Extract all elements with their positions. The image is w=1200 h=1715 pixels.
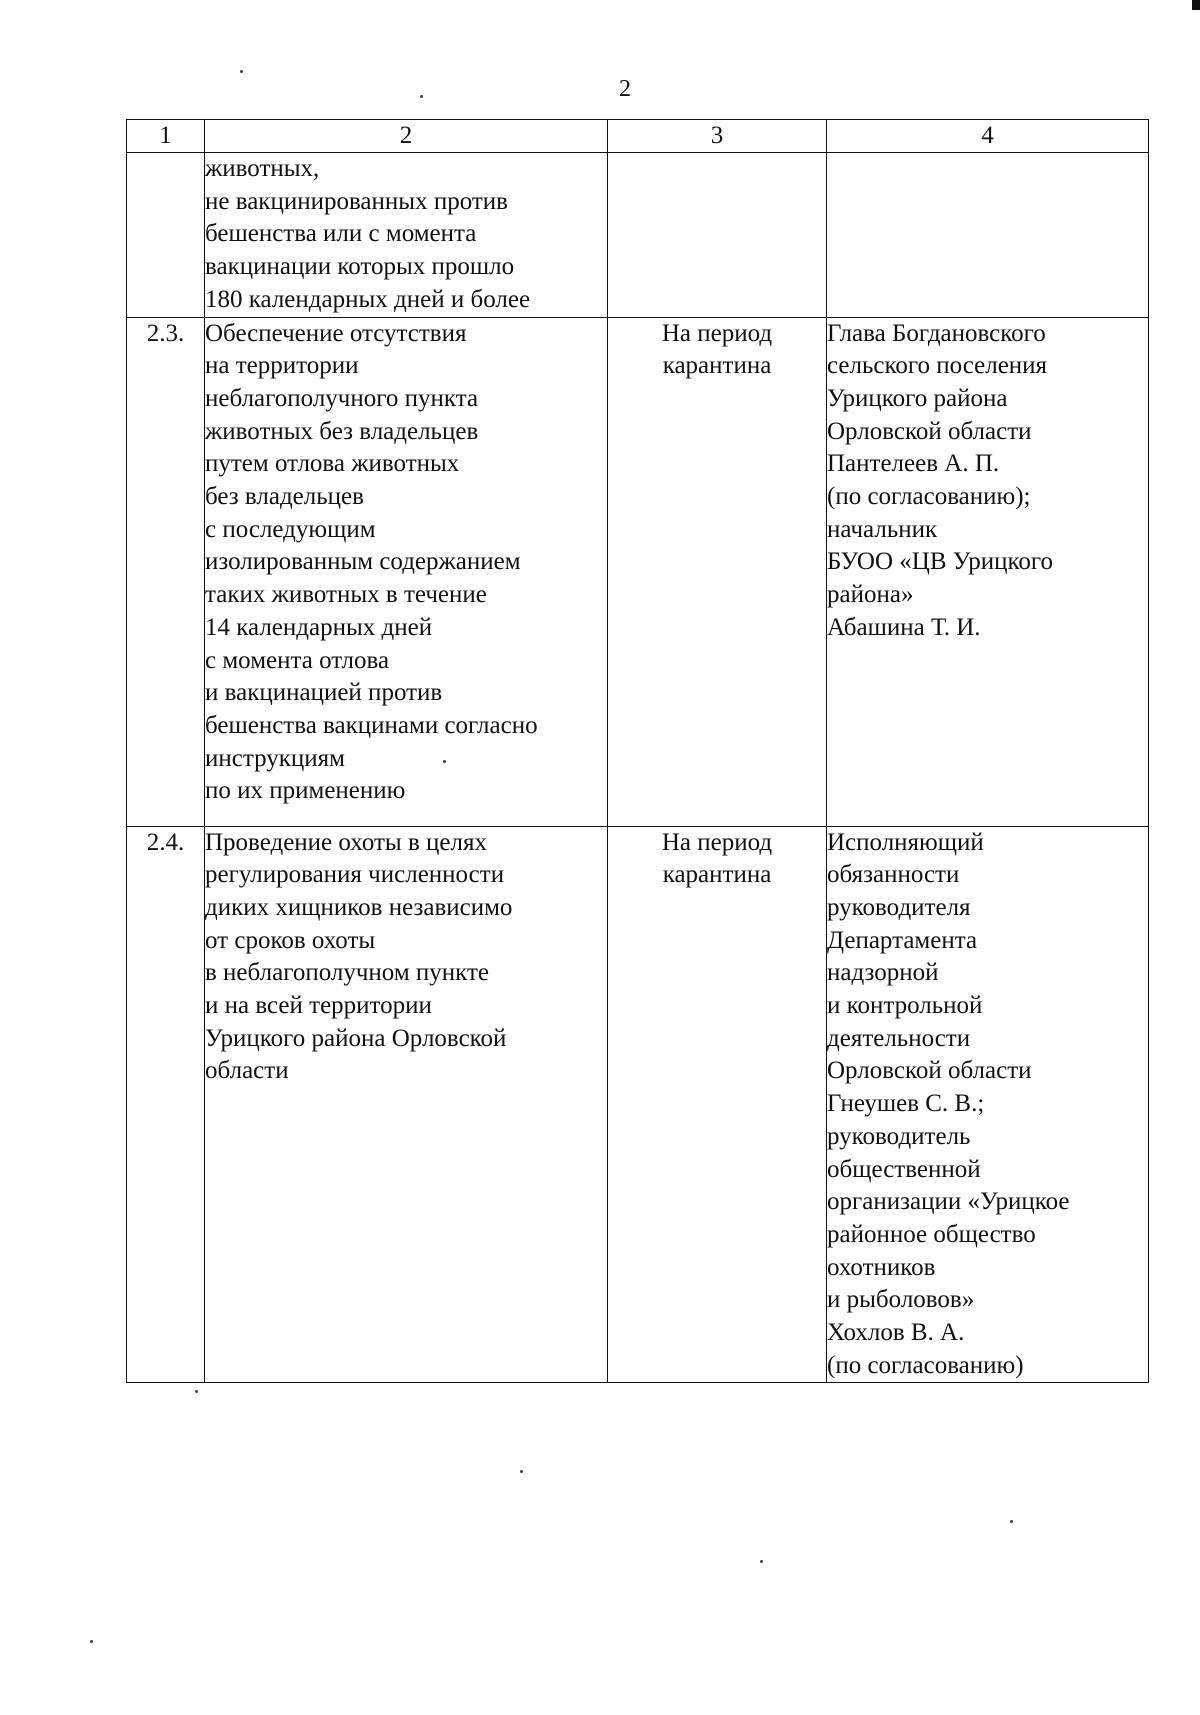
page-number: 2 xyxy=(619,76,631,102)
table-row-2-4 xyxy=(127,826,1149,1383)
header-col-1: 1 xyxy=(127,120,205,153)
responsible-text xyxy=(827,153,1149,318)
row-number xyxy=(127,153,205,318)
scan-speck xyxy=(760,1560,763,1563)
scan-speck xyxy=(1010,1520,1013,1523)
header-col-3: 3 xyxy=(608,120,827,153)
row-number: 2.3. xyxy=(127,317,205,826)
period-text: На период карантина xyxy=(608,317,827,826)
responsible-text: Исполняющий обязанности руководителя Департамента надзорной и контрольной деятельности Орловской области Гнеушев С. В.; руководитель общественной организации «Урицкое районное общество охотников и рыболовов» Хохлов В. А. (по согласованию) xyxy=(827,826,1149,1383)
task-text: животных, не вакцинированных против бешенства или с момента вакцинации которых прошло 180 календарных дней и более xyxy=(205,153,608,318)
scan-corner-mark xyxy=(1192,0,1200,10)
task-text: Обеспечение отсутствия на территории неблагополучного пункта животных без владельцев путем отлова животных без владельцев с последующим изолированным содержанием таких животных в течение 14 календарных дней с момента отлова и вакцинацией против бешенства вакцинами согласно инструкциям по их применению xyxy=(205,317,608,826)
row-number: 2.4. xyxy=(127,826,205,1383)
period-text: На период карантина xyxy=(608,826,827,1383)
scan-speck xyxy=(420,95,423,98)
header-col-4: 4 xyxy=(827,120,1149,153)
header-col-2: 2 xyxy=(205,120,608,153)
period-text xyxy=(608,153,827,318)
scan-speck xyxy=(443,760,446,763)
scan-speck xyxy=(520,1470,523,1473)
responsible-text: Глава Богдановского сельского поселения Урицкого района Орловской области Пантелеев А. П. (по согласованию); начальник БУОО «ЦВ Урицкого района» Абашина Т. И. xyxy=(827,317,1149,826)
table-header-row xyxy=(127,120,1149,153)
table-row-2-3 xyxy=(127,317,1149,826)
scan-speck xyxy=(195,1390,198,1393)
table-row-continuation xyxy=(127,153,1149,318)
scan-speck xyxy=(240,70,243,73)
scan-speck xyxy=(90,1640,93,1643)
task-text: Проведение охоты в целях регулирования численности диких хищников независимо от сроков охоты в неблагополучном пункте и на всей территории Урицкого района Орловской области xyxy=(205,826,608,1383)
measures-table xyxy=(126,119,1149,1383)
